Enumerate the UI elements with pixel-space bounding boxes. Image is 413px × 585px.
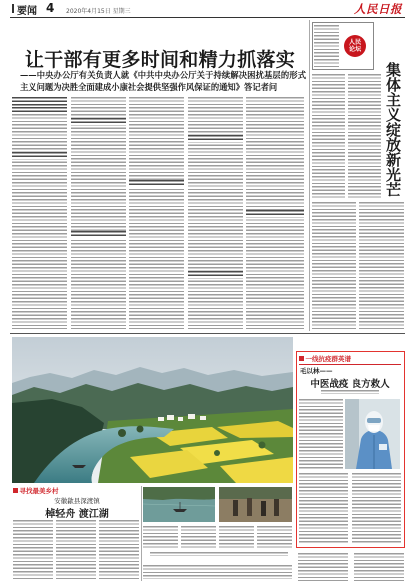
tree [214, 450, 220, 456]
doorway [345, 399, 359, 469]
feature-column-label [299, 354, 351, 363]
doctor-photo [345, 399, 400, 469]
tree [137, 426, 144, 433]
villagers-photo [219, 487, 292, 522]
village-house [200, 416, 206, 420]
editor-credits [298, 553, 348, 581]
text-column [352, 473, 401, 543]
text-column [219, 526, 254, 548]
question-text [188, 271, 243, 278]
text-column [312, 202, 356, 329]
column-divider [141, 486, 142, 581]
editor-note-text [314, 25, 339, 67]
text-column [359, 202, 404, 329]
byline-text [321, 390, 379, 394]
photo-caption [150, 552, 288, 556]
column-divider [309, 20, 310, 331]
village-column-label-text: 寻找最美乡村 [19, 487, 59, 495]
feature-headline: 中医战疫 良方救人 [310, 379, 390, 390]
landscape-photo[interactable] [12, 337, 293, 483]
person [274, 499, 279, 516]
village-house [178, 417, 183, 421]
feature-column-label-text: 一线抗疫群英谱 [305, 355, 351, 363]
face-mask [368, 425, 380, 431]
square-marker-icon [13, 488, 18, 493]
question-text [71, 118, 126, 125]
person [261, 501, 266, 516]
label-rule [299, 364, 401, 365]
lead-intro-text [12, 97, 67, 114]
question-text [12, 152, 67, 159]
goggles [367, 418, 381, 423]
text-column [348, 74, 381, 198]
river-boat-photo [143, 487, 215, 522]
text-column [56, 520, 96, 580]
village-house [167, 415, 174, 420]
text-column [181, 526, 216, 548]
village-location: 安徽歙县深渡镇 [54, 497, 100, 505]
issue-date: 2020年4月15日 星期三 [66, 8, 131, 15]
page-number: 4 [46, 1, 55, 15]
section-bar-icon [12, 4, 14, 13]
badge-line-top: 人民 [348, 39, 362, 46]
village-column-label [13, 486, 59, 495]
person [247, 498, 252, 516]
selected-article-highlight[interactable] [296, 351, 405, 548]
text-column [99, 520, 139, 580]
tree [118, 429, 126, 437]
village-headline: 棹轻舟 渡江湖 [45, 509, 109, 520]
commentary-title: 集体主义绽放新光芒 [384, 62, 402, 197]
text-column [71, 97, 126, 329]
section-name: 要闻 [17, 6, 37, 17]
question-text [129, 180, 184, 187]
text-column [299, 473, 348, 543]
village-house [158, 417, 164, 421]
text-column [13, 520, 53, 580]
column-badge-logo [344, 35, 366, 57]
text-column [299, 399, 343, 469]
text-column [12, 97, 67, 329]
section-rule [10, 333, 405, 334]
tree [259, 442, 266, 449]
footer-credits [143, 565, 292, 579]
question-text [246, 210, 304, 217]
question-text [188, 135, 243, 142]
lead-headline: 让干部有更多时间和精力抓落实 [24, 49, 296, 71]
lead-subheadline: ——中央办公厅有关负责人就《中共中央办公厅关于持续解决困扰基层的形式主义问题为决胜全面建成小康社会提供坚强作风保证的通知》答记者问 [20, 70, 306, 92]
text-column [188, 97, 243, 329]
chest-label [379, 444, 387, 450]
text-column [257, 526, 292, 548]
person [233, 500, 238, 516]
text-column [129, 97, 184, 329]
header-rule [10, 17, 405, 18]
background-trees [219, 487, 292, 499]
village-house [188, 414, 195, 419]
editor-credits [354, 553, 404, 581]
square-marker-icon [299, 356, 304, 361]
hillside [143, 487, 215, 500]
text-column [312, 74, 345, 198]
badge-line-bottom: 论坛 [348, 46, 362, 53]
masthead-logo: 人民日报 [354, 2, 402, 16]
question-text [71, 231, 126, 238]
text-column [143, 526, 178, 548]
feature-kicker: 毛以林—— [300, 367, 333, 375]
